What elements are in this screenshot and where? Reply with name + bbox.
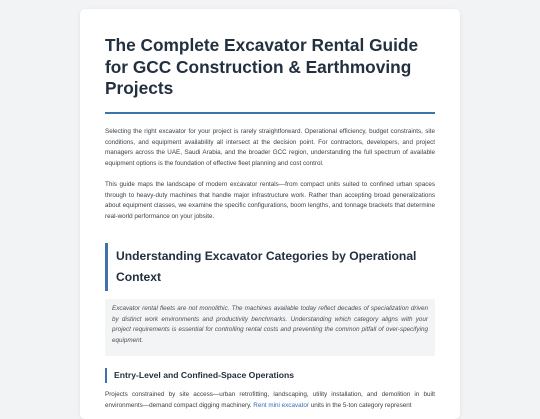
subsection-heading-block <box>105 368 433 383</box>
title-underline <box>105 112 435 114</box>
subsection-text-before-link: Projects constrained by site access—urban retrofitting, landscaping, utility installation, and demolition in built environments—demand compact digging machinery. <box>105 391 435 409</box>
subsection-paragraph <box>105 390 435 411</box>
section-heading: Understanding Excavator Categories by Operational Context <box>116 249 417 284</box>
intro-paragraph-2: This guide maps the landscape of modern excavator rentals—from compact units suited to confined urban spaces through to heavy-duty machines that handle major infrastructure work. Rather than accepting broad generalizations about equipment classes, we examine the specific configurations, boom lengths, and tonnage brackets that determine real-world performance on your jobsite. <box>105 181 435 220</box>
section-callout <box>105 299 435 356</box>
article-title: The Complete Excavator Rental Guide for GCC Construction & Earthmoving Projects <box>105 35 419 98</box>
section-heading-block <box>105 243 434 291</box>
subsection-text-after-link: units in the 5-ton category represent <box>308 401 412 409</box>
callout-text: Excavator rental fleets are not monolithic. The machines available today reflect decades of specialization driven by distinct work environments and productivity benchmarks. Understanding which category aligns with your project requirements is essential for controlling rental costs and preventing the common pitfall of over-specifying equipment. <box>112 305 428 344</box>
article-card <box>80 9 460 419</box>
rent-mini-excavator-link[interactable]: Rent mini excavator <box>253 401 309 409</box>
subsection-heading: Entry-Level and Confined-Space Operations <box>114 370 295 380</box>
intro-paragraph-1: Selecting the right excavator for your project is rarely straightforward. Operational efficiency, budget constraints, site conditions, and equipment availability all intersect at the decision point. For contractors, developers, and project managers across the UAE, Saudi Arabia, and the broader GCC region, understanding the full spectrum of available equipment options is the foundation of effective fleet planning and cost control. <box>105 128 435 167</box>
